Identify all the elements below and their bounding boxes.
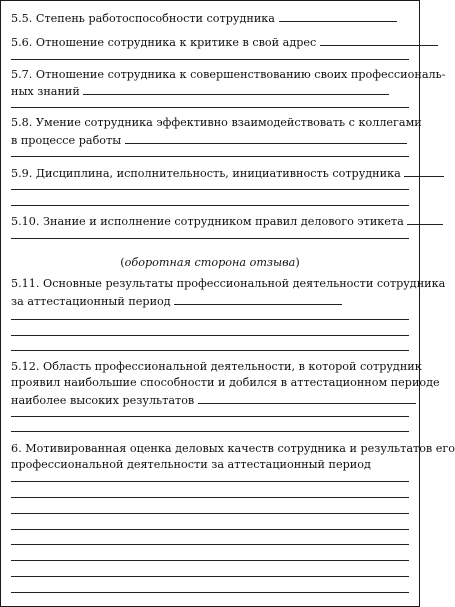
item-5-11-line1 — [11, 277, 446, 291]
item-5-12-label-b: проявил наибольшие способности и добился в аттестационном периоде — [11, 376, 440, 389]
item-5-6 — [11, 34, 409, 50]
item-5-8-line[interactable] — [11, 156, 409, 157]
item-5-8-line2 — [11, 132, 409, 148]
item-5-5-label: 5.5. Степень работоспособности сотрудника — [11, 12, 275, 25]
item-5-9-line2[interactable] — [11, 205, 409, 206]
item-5-10-label: 5.10. Знание и исполнение сотрудником правил делового этикета — [11, 215, 404, 228]
item-6-rule-7[interactable] — [11, 576, 409, 577]
item-6-rule-3[interactable] — [11, 513, 409, 514]
item-5-12-line1-rule[interactable] — [11, 416, 409, 417]
item-5-9-label: 5.9. Дисциплина, исполнительность, инициативность сотрудника — [11, 167, 401, 180]
reverse-side-text: оборотная сторона отзыва — [124, 256, 296, 269]
item-5-12-line2-rule[interactable] — [11, 431, 409, 432]
item-5-11-label-b: за аттестационный период — [11, 295, 171, 308]
item-5-7-line[interactable] — [11, 107, 409, 108]
item-5-12-line3 — [11, 392, 409, 408]
item-6-label-a: 6. Мотивированная оценка деловых качеств сотрудника и результатов его — [11, 442, 455, 455]
item-5-11-line3-rule[interactable] — [11, 350, 409, 351]
item-5-6-blank[interactable] — [320, 34, 438, 46]
item-5-6-label: 5.6. Отношение сотрудника к критике в свой адрес — [11, 36, 317, 49]
item-5-7-label-b: ных знаний — [11, 85, 80, 98]
item-5-11-line2-rule[interactable] — [11, 335, 409, 336]
item-6-line2 — [11, 458, 409, 472]
item-5-8-label-a: 5.8. Умение сотрудника эффективно взаимодействовать с коллегами — [11, 116, 422, 129]
item-5-12-line2 — [11, 376, 440, 390]
item-5-7-blank[interactable] — [83, 83, 389, 95]
item-5-6-line[interactable] — [11, 59, 409, 60]
item-5-12-label-a: 5.12. Область профессиональной деятельности, в которой сотрудник — [11, 360, 422, 373]
item-5-10-line[interactable] — [11, 238, 409, 239]
item-5-8-line1 — [11, 116, 422, 130]
item-5-12-blank[interactable] — [198, 392, 416, 404]
item-5-9-line1[interactable] — [11, 189, 409, 190]
item-6-rule-4[interactable] — [11, 529, 409, 530]
item-5-7-line2 — [11, 83, 409, 99]
item-5-10-blank[interactable] — [407, 213, 443, 225]
item-5-8-label-b: в процессе работы — [11, 134, 122, 147]
item-5-11-blank[interactable] — [174, 293, 342, 305]
item-5-11-line1-rule[interactable] — [11, 319, 409, 320]
item-5-12-label-c: наиболее высоких результатов — [11, 394, 195, 407]
item-5-10 — [11, 213, 409, 229]
item-6-rule-6[interactable] — [11, 560, 409, 561]
item-6-rule-8[interactable] — [11, 592, 409, 593]
item-6-rule-5[interactable] — [11, 544, 409, 545]
item-5-8-blank[interactable] — [125, 132, 407, 144]
item-5-11-line2 — [11, 293, 409, 309]
item-6-rule-1[interactable] — [11, 481, 409, 482]
item-5-5-blank[interactable] — [279, 10, 397, 22]
item-6-rule-2[interactable] — [11, 497, 409, 498]
reverse-side-heading: (оборотная сторона отзыва) — [120, 256, 300, 269]
item-5-7-line1 — [11, 68, 446, 82]
item-6-line1 — [11, 442, 455, 456]
item-5-11-label-a: 5.11. Основные результаты профессиональной деятельности сотрудника — [11, 277, 446, 290]
item-5-7-label-a: 5.7. Отношение сотрудника к совершенствованию своих профессиональ- — [11, 68, 446, 81]
item-6-label-b: профессиональной деятельности за аттестационный период — [11, 458, 371, 471]
item-5-9 — [11, 165, 409, 181]
item-5-9-blank[interactable] — [404, 165, 444, 177]
item-5-5 — [11, 10, 409, 26]
item-5-12-line1 — [11, 360, 422, 374]
